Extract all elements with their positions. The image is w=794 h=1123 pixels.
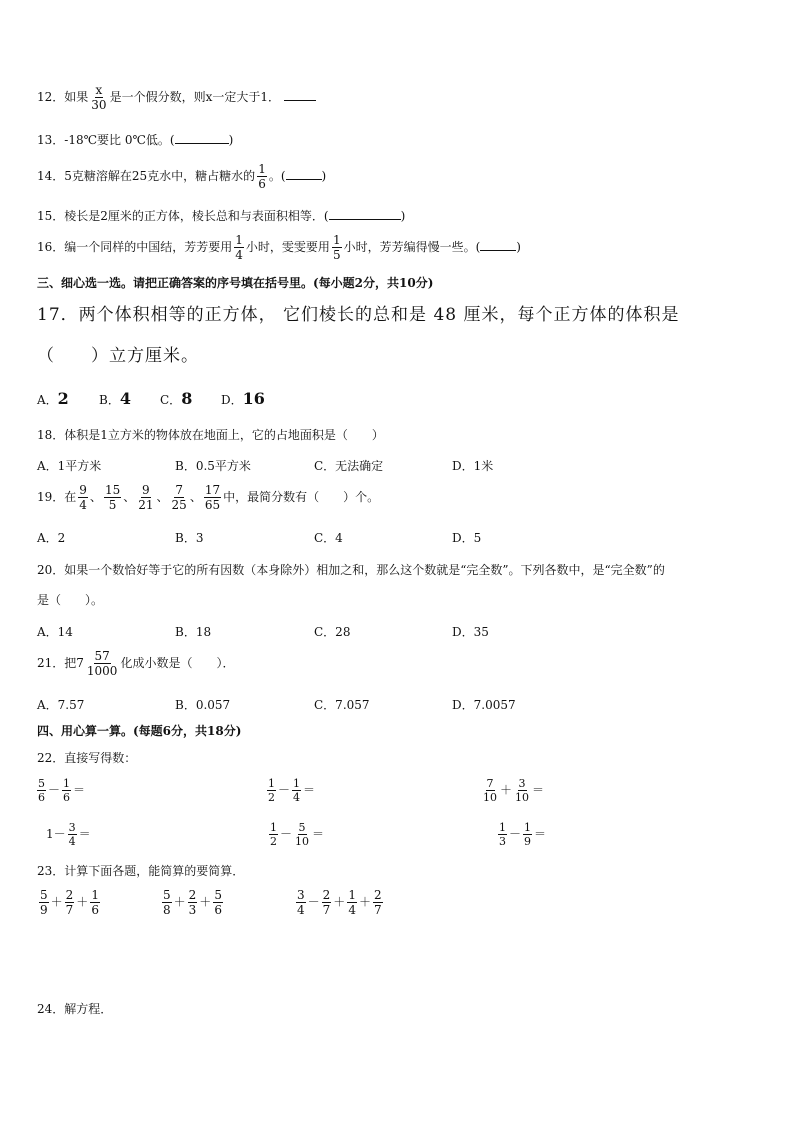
q17-opt-c-key: C．: [160, 393, 182, 407]
q20-line-1: 20．如果一个数恰好等于它的所有因数（本身除外）相加之和，那么这个数就是“完全数”。下列各数中，是“完全数”的: [37, 563, 665, 577]
q23-e1-frac-2: [65, 889, 75, 916]
q22-i6-frac-a: [498, 822, 507, 847]
q22-i6-frac-b: [523, 822, 532, 847]
q22-i5-frac-b: [294, 822, 310, 847]
q23-title: 23．计算下面各题，能简算的要简算．: [37, 864, 245, 878]
q23-e3-f3-num: 1: [348, 888, 356, 902]
q22-i4-eq: ＝: [78, 827, 91, 841]
q19-f3-num: 9: [142, 483, 150, 497]
q23-expression-1: [37, 889, 102, 916]
q23-e3-op-1: －: [307, 895, 320, 909]
q17-line-1: 17．两个体积相等的正方体， 它们棱长的总和是 48 厘米，每个正方体的体积是: [37, 305, 680, 325]
q23-e3-f3-den: 4: [348, 903, 356, 917]
q22-i3-b-num: 3: [518, 777, 526, 790]
q15-answer-blank[interactable]: [329, 209, 401, 220]
q23-e1-f1-den: 9: [40, 903, 48, 917]
q14-fraction: [257, 163, 267, 190]
q23-e2-frac-3: [213, 889, 223, 916]
q22-i1-frac-a: [37, 778, 46, 803]
q22-i6-eq: ＝: [534, 827, 547, 841]
q16-f2-num: 1: [332, 233, 341, 247]
q17-opt-c-value: 8: [181, 389, 193, 408]
q22-i6-b-den: 9: [524, 835, 532, 848]
q23-e3-f1-den: 4: [297, 903, 305, 917]
q19-f2-num: 15: [104, 483, 121, 497]
q19-fraction-5: [204, 484, 221, 511]
q22-i1-frac-b: [62, 778, 71, 803]
question-14: [37, 163, 326, 190]
q19-option-d[interactable]: D．5: [452, 531, 482, 545]
section-4-heading: 四、用心算一算。(每题6分，共18分): [37, 724, 242, 738]
q23-e2-f3-den: 6: [214, 903, 222, 917]
q19-prefix: 19．在: [37, 490, 77, 504]
question-18: 18．体积是1立方米的物体放在地面上，它的占地面积是（ ）: [37, 428, 384, 442]
q21-option-c[interactable]: C．7.057: [314, 698, 370, 712]
q23-e3-frac-2: [322, 889, 332, 916]
q19-option-c[interactable]: C．4: [314, 531, 343, 545]
q21-option-b[interactable]: B．0.057: [175, 698, 231, 712]
q22-i6-op: －: [509, 827, 522, 841]
q17-opt-b-value: 4: [119, 389, 131, 408]
q17-opt-d-key: D．: [221, 393, 243, 407]
q23-e3-f1-num: 3: [297, 888, 305, 902]
q22-title: 22．直接写得数：: [37, 751, 137, 765]
q13-close: ): [228, 133, 234, 147]
q22-i1-b-num: 1: [63, 777, 71, 790]
question-12: [37, 84, 316, 111]
q12-text: 是一个假分数，则x一定大于1．: [109, 90, 280, 104]
q19-fraction-3: [137, 484, 154, 511]
q23-e2-f2-den: 3: [188, 903, 197, 917]
q23-e3-frac-4: [373, 889, 383, 916]
q23-e3-f2-den: 7: [322, 903, 331, 917]
q17-option-c[interactable]: [160, 391, 192, 407]
q22-i4-prefix: 1－: [46, 827, 66, 841]
q23-e1-frac-3: [90, 889, 100, 916]
q14-answer-blank[interactable]: [286, 169, 322, 180]
q22-i4-frac-b: [68, 822, 77, 847]
q21-frac-den: 1000: [86, 664, 118, 678]
q22-i3-frac-b: [514, 778, 530, 803]
q23-e3-f2-num: 2: [322, 888, 331, 902]
question-13: [37, 133, 233, 146]
q21-fraction: [86, 650, 119, 677]
q22-item-2: [265, 778, 315, 803]
q17-option-a[interactable]: [37, 391, 69, 407]
q22-i4-b-num: 3: [68, 821, 76, 834]
q12-answer-blank[interactable]: [284, 90, 316, 101]
question-16: [37, 234, 521, 261]
q18-option-a[interactable]: A．1平方米: [37, 459, 102, 473]
q19-f1-den: 4: [79, 498, 87, 512]
q19-f2-den: 5: [108, 498, 117, 512]
q23-e3-frac-3: [347, 889, 357, 916]
q23-e1-op-1: ＋: [50, 895, 63, 909]
q17-opt-d-value: 16: [242, 389, 265, 408]
question-19: 19．在 $\frac{9}{4}$ 、 $\frac{15}{5}$ 、 $\frac{9}{21}$ 、 $\frac{7}{25}$ 、 $\frac{17}{65}$ 中，最简分数有（ ）个。: [37, 483, 380, 512]
q12-fraction: [90, 84, 107, 111]
q12-prefix: 12．如果: [37, 90, 89, 104]
q21-prefix: 21．把7: [37, 656, 84, 670]
q20-option-a[interactable]: A．14: [37, 625, 73, 639]
q19-f3-den: 21: [138, 498, 154, 512]
q23-e3-f4-den: 7: [373, 903, 382, 917]
q19-f4-den: 25: [171, 498, 187, 512]
q23-e3-op-3: ＋: [358, 895, 371, 909]
q23-e2-f2-num: 2: [188, 888, 197, 902]
q14-text: 14．5克糖溶解在25克水中，糖占糖水的: [37, 169, 256, 183]
q23-e1-f1-num: 5: [40, 888, 48, 902]
q16-answer-blank[interactable]: [480, 240, 516, 251]
q22-i5-op: －: [280, 827, 293, 841]
q23-expression-3: [294, 889, 385, 916]
q16-text-a: 16．编一个同样的中国结，芳芳要用: [37, 240, 233, 254]
q19-option-a[interactable]: A．2: [37, 531, 66, 545]
q22-i2-a-den: 2: [268, 791, 275, 804]
q22-i2-frac-a: [267, 778, 276, 803]
q16-f1-den: 4: [235, 248, 243, 262]
section-3-heading: 三、细心选一选。请把正确答案的序号填在括号里。(每小题2分，共10分): [37, 276, 434, 290]
q22-i1-op: －: [48, 783, 61, 797]
q16-text-b: 小时，雯雯要用: [245, 240, 330, 254]
q12-frac-den: 30: [91, 98, 107, 112]
q22-i6-b-num: 1: [524, 821, 532, 834]
q22-i5-eq: ＝: [312, 827, 325, 841]
q20-option-d[interactable]: D．35: [452, 625, 489, 639]
q23-expression-2: [160, 889, 225, 916]
q22-i5-b-den: 10: [295, 835, 310, 848]
q17-opt-a-value: 2: [57, 389, 69, 408]
q18-option-b[interactable]: B．0.5平方米: [175, 459, 251, 473]
q22-i3-a-den: 10: [483, 791, 497, 804]
q22-i2-b-den: 4: [293, 791, 301, 804]
q19-option-b[interactable]: B．3: [175, 531, 204, 545]
q16-fraction-2: [332, 234, 342, 261]
q23-e2-op-1: ＋: [173, 895, 186, 909]
q16-text-c: 小时，芳芳编得慢一些。(: [343, 240, 481, 254]
q22-i1-b-den: 6: [63, 791, 71, 804]
q23-e3-frac-1: [296, 889, 306, 916]
q21-option-a[interactable]: A．7.57: [37, 698, 85, 712]
q22-item-5: [267, 822, 324, 847]
q17-option-b[interactable]: [99, 391, 131, 407]
q15-text: 15．棱长是2厘米的正方体，棱长总和与表面积相等．(: [37, 209, 329, 223]
q22-i6-a-num: 1: [499, 821, 506, 834]
q20-line-2: 是（ ）。: [37, 593, 104, 607]
q14-close: ): [321, 169, 327, 183]
q23-e1-op-2: ＋: [76, 895, 89, 909]
q19-fraction-4: [171, 484, 188, 511]
q17-opt-b-key: B．: [99, 393, 120, 407]
q18-option-c[interactable]: C．无法确定: [314, 459, 384, 473]
q22-i1-eq: ＝: [73, 783, 86, 797]
q19-f4-num: 7: [175, 483, 183, 497]
q22-i2-frac-b: [292, 778, 301, 803]
q21-frac-num: 57: [94, 649, 110, 663]
q20-option-c[interactable]: C．28: [314, 625, 351, 639]
q22-item-1: [35, 778, 85, 803]
q14-tail: 。(: [268, 169, 286, 183]
q22-i3-b-den: 10: [515, 791, 530, 804]
q22-i3-a-num: 7: [486, 777, 494, 790]
q23-e2-op-2: ＋: [199, 895, 212, 909]
q22-i1-a-den: 6: [38, 791, 45, 804]
q22-i2-b-num: 1: [293, 777, 301, 790]
q23-e1-f3-den: 6: [91, 903, 99, 917]
q23-e2-f1-num: 5: [163, 888, 171, 902]
q22-i5-frac-a: [269, 822, 278, 847]
q22-i5-a-den: 2: [270, 835, 277, 848]
q13-answer-blank[interactable]: [175, 133, 229, 144]
q22-i1-a-num: 5: [38, 777, 45, 790]
q15-close: ): [400, 209, 406, 223]
q18-option-d[interactable]: D．1米: [452, 459, 494, 473]
q16-close: ): [516, 240, 521, 254]
q23-e3-op-2: ＋: [333, 895, 346, 909]
q23-e2-f3-num: 5: [214, 888, 222, 902]
q23-e1-frac-1: [39, 889, 49, 916]
q19-f5-num: 17: [204, 483, 221, 497]
q16-f1-num: 1: [235, 233, 243, 247]
q22-i6-a-den: 3: [499, 835, 506, 848]
q23-e3-f4-num: 2: [373, 888, 382, 902]
q22-i3-op: ＋: [500, 783, 513, 797]
q22-i3-eq: ＝: [532, 783, 545, 797]
q23-e2-frac-2: [188, 889, 198, 916]
q22-i2-a-num: 1: [268, 777, 275, 790]
q22-i2-eq: ＝: [303, 783, 316, 797]
q19-fraction-2: [104, 484, 121, 511]
q19-fraction-1: [78, 484, 88, 511]
q21-suffix: 化成小数是（ ）．: [120, 656, 235, 670]
q22-item-6: [496, 822, 546, 847]
q22-i4-b-den: 4: [68, 835, 76, 848]
q24-title: 24．解方程．: [37, 1002, 113, 1016]
q23-e1-f3-num: 1: [91, 888, 99, 902]
q17-opt-a-key: A．: [37, 393, 58, 407]
q23-e1-f2-num: 2: [65, 888, 74, 902]
q17-option-d[interactable]: [221, 391, 265, 407]
q22-i2-op: －: [278, 783, 291, 797]
q12-frac-num: x: [95, 83, 103, 97]
q23-e1-f2-den: 7: [65, 903, 74, 917]
q17-line-2: （ ）立方厘米。: [37, 346, 199, 366]
q23-e2-f1-den: 8: [163, 903, 171, 917]
q16-fraction-1: [234, 234, 244, 261]
q20-option-b[interactable]: B．18: [175, 625, 212, 639]
q16-f2-den: 5: [332, 248, 341, 262]
q22-i3-frac-a: [482, 778, 498, 803]
q22-i5-b-num: 5: [298, 821, 306, 834]
question-15: [37, 209, 405, 222]
q22-item-3: [480, 778, 544, 803]
q23-e2-frac-1: [162, 889, 172, 916]
q19-f1-num: 9: [79, 483, 87, 497]
q19-suffix: 中，最简分数有（ ）个。: [223, 490, 380, 504]
q13-text: 13．-18℃要比 0℃低。(: [37, 133, 175, 147]
question-21: [37, 650, 234, 677]
q14-frac-den: 6: [258, 177, 266, 191]
q14-frac-num: 1: [258, 162, 266, 176]
q22-i5-a-num: 1: [270, 821, 277, 834]
q22-item-4: [46, 822, 91, 847]
q21-option-d[interactable]: D．7.0057: [452, 698, 516, 712]
q19-f5-den: 65: [204, 498, 221, 512]
